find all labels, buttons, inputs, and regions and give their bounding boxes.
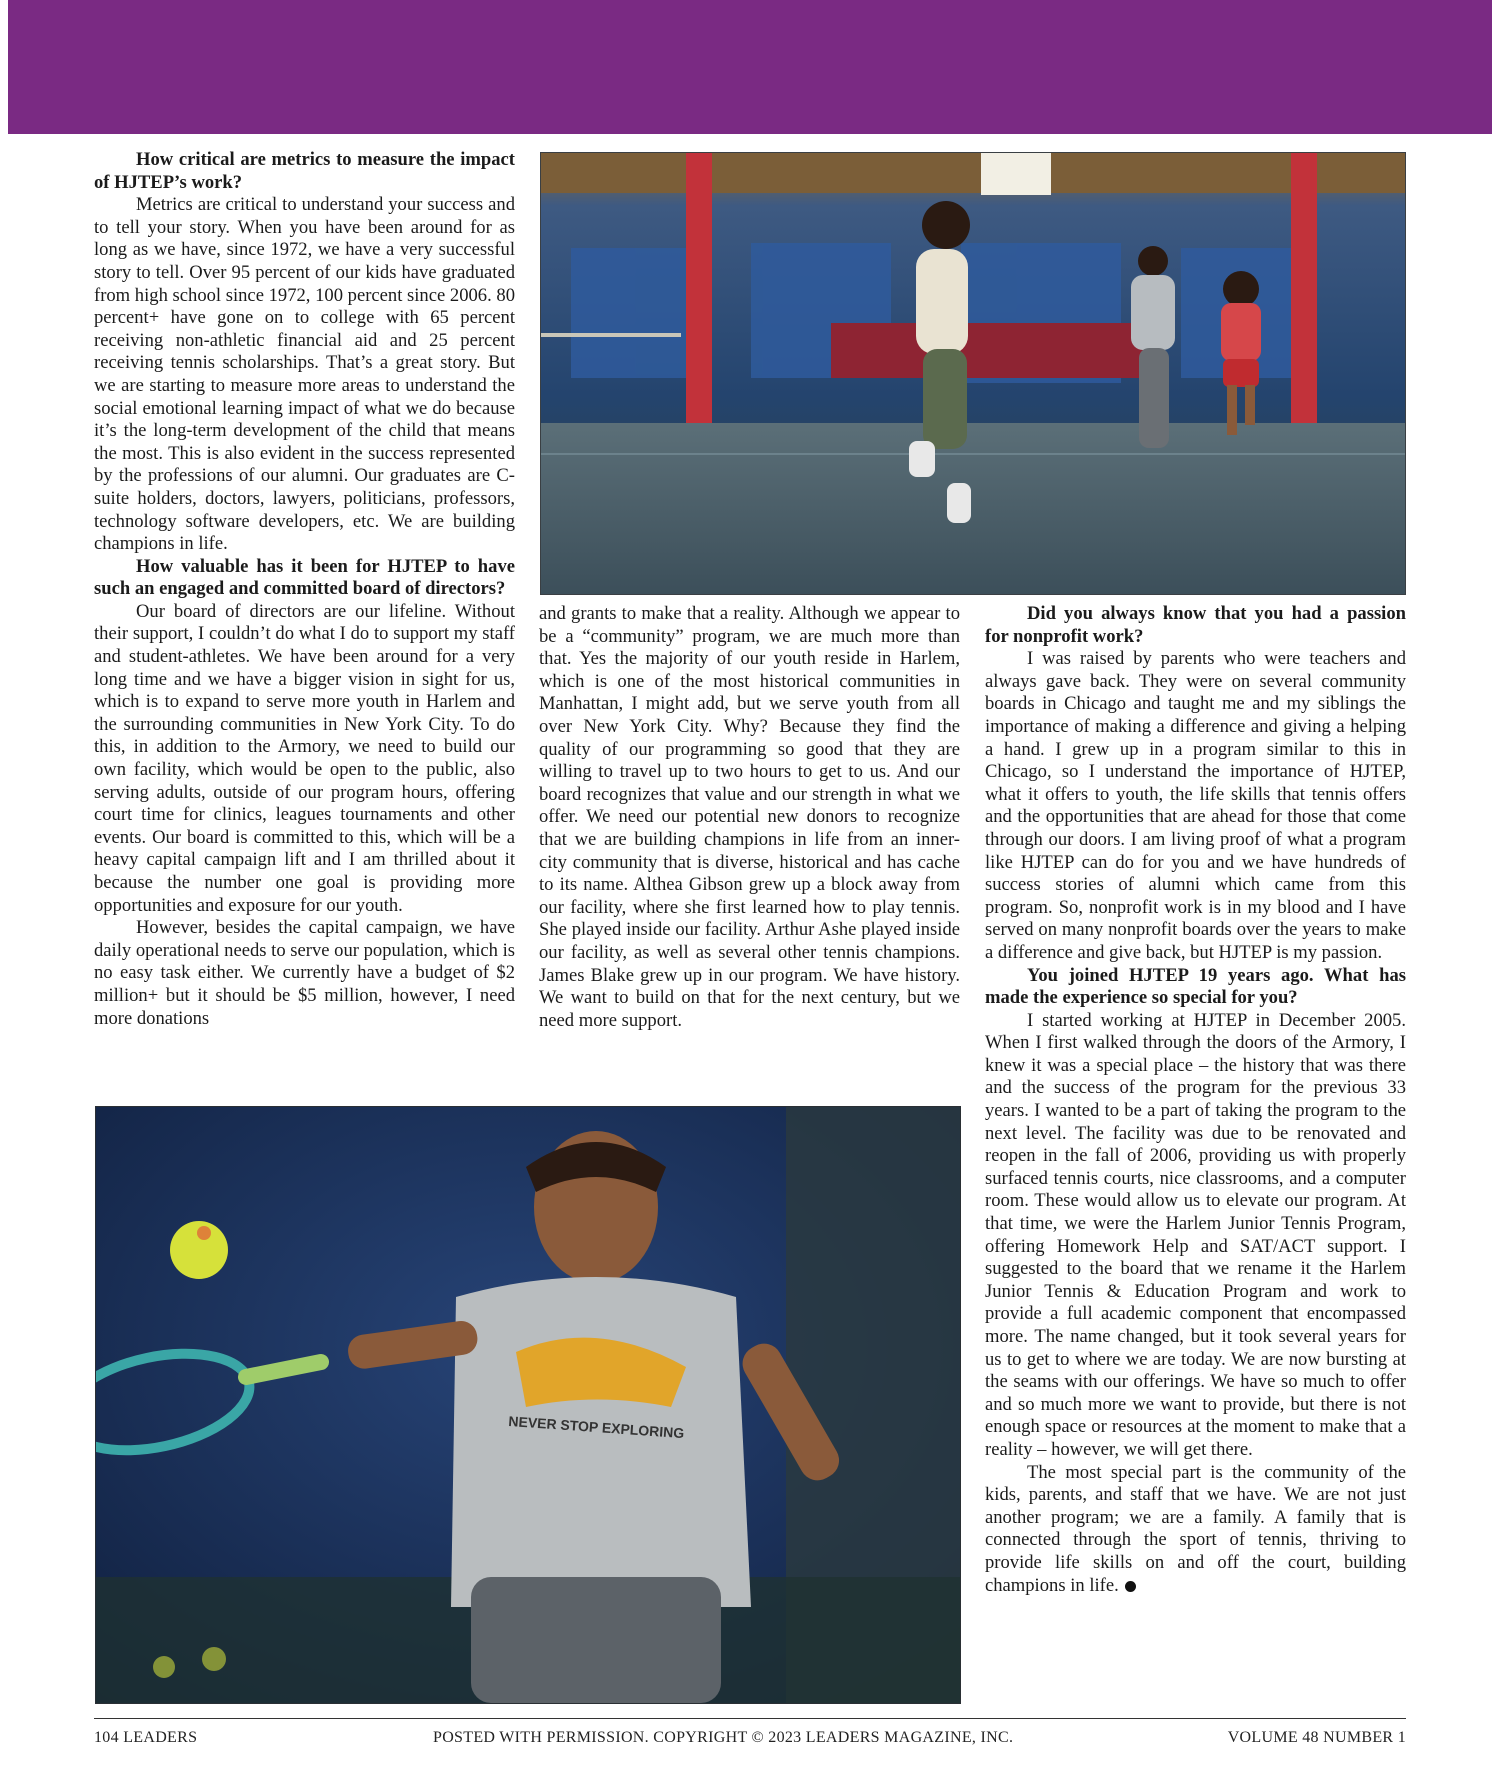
end-mark-icon	[1125, 1581, 1136, 1592]
footer-copyright: POSTED WITH PERMISSION. COPYRIGHT © 2023 LEADERS MAGAZINE, INC.	[433, 1729, 1014, 1746]
question-metrics: How critical are metrics to measure the impact of HJTEP’s work?	[94, 149, 515, 193]
article-column-2	[539, 603, 960, 1032]
footer-rule	[94, 1718, 1406, 1719]
answer-special-experience-paragraph-2: The most special part is the community of the kids, parents, and staff that we have. We are not just another program; we are a family. A family that is connected through the sport of tennis, thriving to provide life skills on and off the court, building champions in life.	[985, 1461, 1406, 1596]
photo-child-forehand	[95, 1106, 961, 1704]
footer-volume: VOLUME 48 NUMBER 1	[1227, 1729, 1406, 1746]
question-nonprofit-passion: Did you always know that you had a passion for nonprofit work?	[985, 603, 1406, 647]
answer-board-paragraph-1: Our board of directors are our lifeline. Without their support, I couldn’t do what I do to support my staff and student-athletes. We have been around for a very long time and we have a bigger vision in sight for us, which is to expand to serve more youth in Harlem and the surrounding communities in New York City. To do this, in addition to the Armory, we need to build our own facility, which would be open to the public, also serving adults, outside of our program hours, offering court time for clinics, leagues tournaments and other events. Our board is committed to this, which will be a heavy capital campaign lift and I am thrilled about it because the number one goal is providing more opportunities and exposure for our youth.	[94, 600, 515, 916]
article-column-1	[94, 149, 515, 1030]
article-column-3	[985, 603, 1406, 1597]
header-color-band	[8, 0, 1492, 134]
answer-special-experience-paragraph-1: I started working at HJTEP in December 2005. When I first walked through the doors of the Armory, I knew it was a special place – the history that was there and the success of the program for the previous 33 years. I wanted to be a part of taking the program to the next level. The facility was due to be renovated and reopen in the fall of 2006, providing us with properly surfaced tennis courts, nice classrooms, and a computer room. These would allow us to elevate our program. At that time, we were the Harlem Junior Tennis Program, offering Homework Help and SAT/ACT support. I suggested to the board that we rename it the Harlem Junior Tennis & Education Program and work to provide a full academic component that encompassed more. The name changed, but it took several years for us to get to where we are today. We are now bursting at the seams with our offerings. We have so much to offer and so much more we want to provide, but there is not enough space or resources at the moment to make that a reality – however, we will get there.	[985, 1009, 1406, 1460]
question-special-experience: You joined HJTEP 19 years ago. What has made the experience so special for you?	[985, 964, 1406, 1009]
shirt-lettering: NEVER STOP EXPLORING	[507, 1412, 685, 1442]
photo-kids-running	[540, 152, 1406, 595]
answer-metrics: Metrics are critical to understand your success and to tell your story. When you have been around for as long as we have, since 1972, we have a very successful story to tell. Over 95 percent of our kids have graduated from high school since 1972, 100 percent since 2006. 80 percent+ have gone on to college with 65 percent receiving non-athletic financial aid and 25 percent receiving tennis scholarships. That’s a great story. But we are starting to measure more areas to understand the social emotional learning impact of what we do because it’s the long-term development of the child that means the most. This is also evident in the success represented by the professions of our alumni. Our graduates are C-suite holders, doctors, lawyers, politicians, professors, technology software developers, etc. We are building champions in life.	[94, 194, 515, 555]
footer-page-label: 104 LEADERS	[94, 1729, 198, 1746]
answer-nonprofit-passion: I was raised by parents who were teachers and always gave back. They were on several community boards in Chicago and taught me and my siblings the importance of making a difference and giving a helping a hand. I grew up in a program similar to this in Chicago, so I understand the importance of HJTEP, what it offers to youth, the life skills that tennis offers and the opportunities that are ahead for those that come through our doors. I am living proof of what a program like HJTEP can do for you and we have hundreds of success stories of alumni which came from this program. So, nonprofit work is in my blood and I have served on many nonprofit boards over the years to make a difference and give back, but HJTEP is my passion.	[985, 648, 1406, 963]
answer-board-paragraph-2: However, besides the capital campaign, we have daily operational needs to serve our population, which is no easy task either. We currently have a budget of $2 million+ but it should be $5 million, however, I need more donations	[94, 917, 515, 1029]
question-board: How valuable has it been for HJTEP to have such an engaged and committed board of directors?	[94, 555, 515, 600]
answer-board-continued: and grants to make that a reality. Although we appear to be a “community” program, we are much more than that. Yes the majority of our youth reside in Harlem, which is one of the most historical communities in Manhattan, I might add, but we serve youth from all over New York City. Why? Because they find the quality of our programming so good that they are willing to travel up to two hours to get to us. And our board recognizes that value and our strength in what we offer. We need our potential new donors to recognize that we are building champions in life from an inner-city community that is diverse, historical and has cache to its name. Althea Gibson grew up a block away from our facility, where she first learned how to play tennis. She played inside our facility. Arthur Ashe played inside our facility, as well as several other tennis champions. James Blake grew up in our program. We have history. We want to build on that for the next century, but we need more support.	[539, 603, 960, 1031]
